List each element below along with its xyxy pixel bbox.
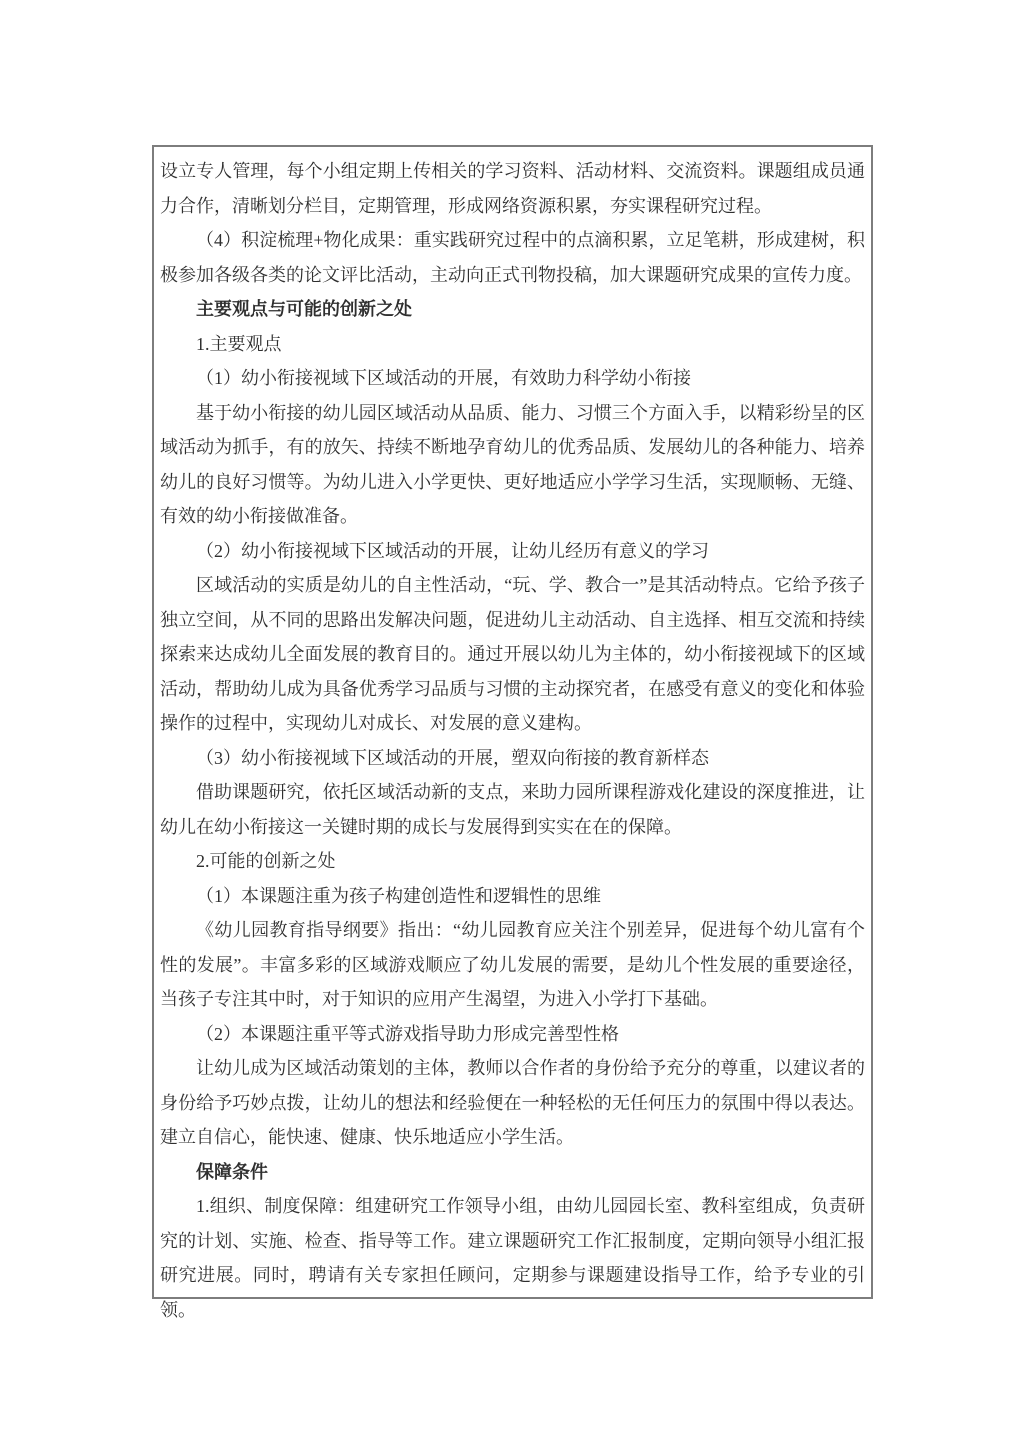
- form-cell-border: [152, 145, 873, 1320]
- paragraph: 2.可能的创新之处: [196, 851, 336, 871]
- paragraph: （1）本课题注重为孩子构建创造性和逻辑性的思维: [196, 885, 601, 906]
- paragraph: （2）幼小衔接视域下区域活动的开展，让幼儿经历有意义的学习: [196, 540, 709, 561]
- paragraph: 让幼儿成为区域活动策划的主体，教师以合作者的身份给予充分的尊重，以建议者的身份给予巧妙点拨，让幼儿的想法和经验便在一种轻松的无任何压力的氛围中得以表达。建立自信心，能快速、健康、快乐地适应小学生活。: [160, 1058, 865, 1147]
- paragraph: 设立专人管理，每个小组定期上传相关的学习资料、活动材料、交流资料。课题组成员通力合作，清晰划分栏目，定期管理，形成网络资源积累，夯实课程研究过程。: [160, 161, 865, 216]
- paragraph: 《幼儿园教育指导纲要》指出：“幼儿园教育应关注个别差异，促进每个幼儿富有个性的发展”。丰富多彩的区域游戏顺应了幼儿发展的需要，是幼儿个性发展的重要途径，当孩子专注其中时，对于知识的应用产生渴望，为进入小学打下基础。: [160, 920, 865, 1009]
- paragraph: 1.主要观点: [196, 333, 282, 354]
- paragraph: （2）本课题注重平等式游戏指导助力形成完善型性格: [196, 1023, 619, 1044]
- paragraph: 1.组织、制度保障：组建研究工作领导小组，由幼儿园园长室、教科室组成，负责研究的计划、实施、检查、指导等工作。建立课题研究工作汇报制度，定期向领导小组汇报研究进展。同时，聘请有关专家担任顾问，定期参与课题建设指导工作，给予专业的引领。: [160, 1196, 865, 1320]
- paragraph: （4）积淀梳理+物化成果：重实践研究过程中的点滴积累，立足笔耕，形成建树，积极参加各级各类的论文评比活动，主动向正式刊物投稿，加大课题研究成果的宣传力度。: [160, 230, 865, 285]
- paragraph: （1）幼小衔接视域下区域活动的开展，有效助力科学幼小衔接: [196, 368, 691, 388]
- paragraph: 借助课题研究，依托区域活动新的支点，来助力园所课程游戏化建设的深度推进，让幼儿在幼小衔接这一关键时期的成长与发展得到实实在在的保障。: [160, 782, 865, 837]
- paragraph: （3）幼小衔接视域下区域活动的开展，塑双向衔接的教育新样态: [196, 747, 709, 768]
- text-content: [160, 154, 865, 1327]
- section-heading: 保障条件: [196, 1161, 268, 1182]
- paragraph: 区域活动的实质是幼儿的自主性活动，“玩、学、教合一”是其活动特点。它给予孩子独立空间，从不同的思路出发解决问题，促进幼儿主动活动、自主选择、相互交流和持续探索来达成幼儿全面发展的教育目的。通过开展以幼儿为主体的，幼小衔接视域下的区域活动，帮助幼儿成为具备优秀学习品质与习惯的主动探究者，在感受有意义的变化和体验操作的过程中，实现幼儿对成长、对发展的意义建构。: [160, 575, 865, 733]
- section-heading: 主要观点与可能的创新之处: [196, 299, 412, 319]
- paragraph: 基于幼小衔接的幼儿园区域活动从品质、能力、习惯三个方面入手，以精彩纷呈的区域活动为抓手，有的放矢、持续不断地孕育幼儿的优秀品质、发展幼儿的各种能力、培养幼儿的良好习惯等。为幼儿进入小学更快、更好地适应小学学习生活，实现顺畅、无缝、有效的幼小衔接做准备。: [160, 402, 865, 526]
